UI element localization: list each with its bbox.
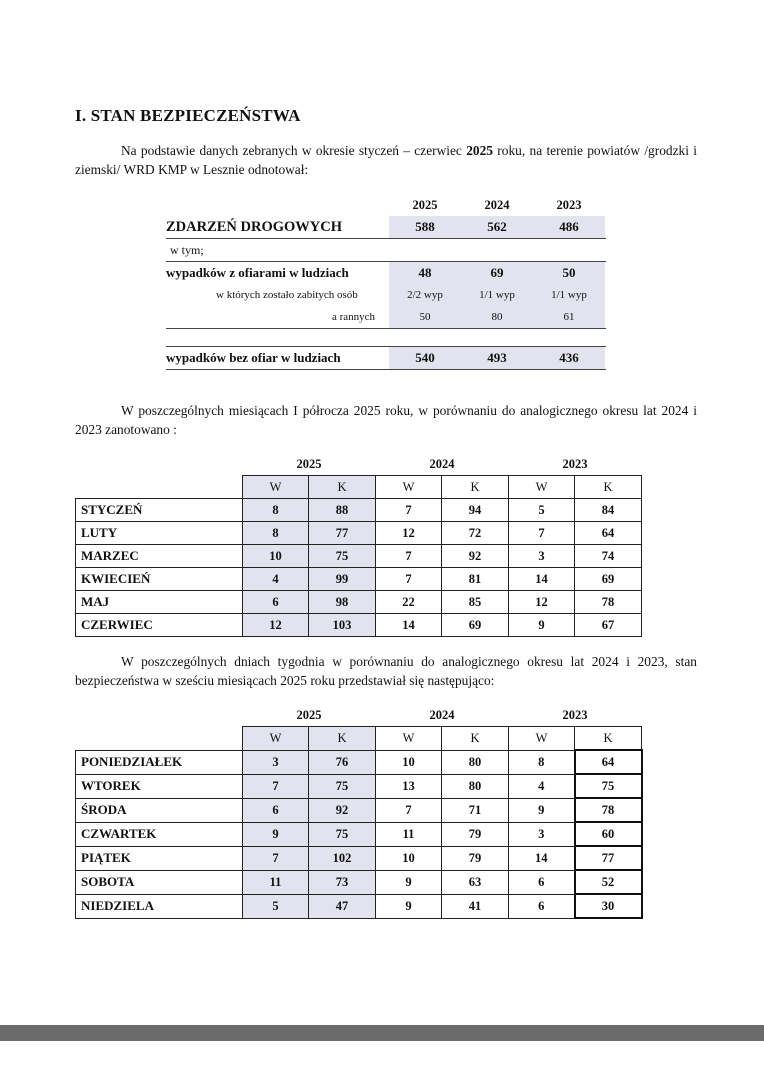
table-row [76, 499, 642, 522]
zabitych-label: w których zostało zabitych osób [216, 289, 358, 301]
intro-text-post: roku, na terenie powiatów /grodzki i ziemski/ WRD KMP w Lesznie odnotował: [75, 143, 697, 177]
months-sub-w: W [243, 476, 309, 499]
table-cell: 60 [575, 822, 642, 846]
table-row [76, 870, 642, 894]
table-cell: 102 [309, 846, 376, 870]
table-cell: 84 [575, 499, 642, 522]
table-cell: 64 [575, 522, 642, 545]
ofiary-2025: 48 [389, 262, 461, 284]
table-cell: 8 [243, 499, 309, 522]
table-cell: 14 [376, 614, 442, 637]
table-row [76, 568, 642, 591]
days-year-2024: 2024 [429, 707, 455, 722]
summary-year-2025: 2025 [412, 198, 438, 212]
months-year-2023: 2023 [562, 456, 588, 471]
table-cell: 88 [309, 499, 376, 522]
table-cell: 6 [243, 591, 309, 614]
table-cell: 12 [509, 591, 575, 614]
day-label: ŚRODA [76, 798, 243, 822]
summary-divider [166, 328, 606, 329]
table-cell: 52 [575, 870, 642, 894]
table-cell: 4 [243, 568, 309, 591]
table-cell: 14 [509, 846, 575, 870]
section-heading: I. STAN BEZPIECZEŃSTWA [75, 106, 301, 125]
days-subheader-row [76, 727, 642, 751]
table-row [76, 614, 642, 637]
table-cell: 13 [376, 774, 442, 798]
table-cell: 7 [243, 846, 309, 870]
table-cell: 6 [243, 798, 309, 822]
month-label: CZERWIEC [76, 614, 243, 637]
zabitych-2024: 1/1 wyp [461, 284, 533, 306]
day-label: PIĄTEK [76, 846, 243, 870]
table-cell: 78 [575, 591, 642, 614]
month-label: STYCZEŃ [76, 499, 243, 522]
months-year-2025: 2025 [296, 456, 322, 471]
table-cell: 3 [243, 750, 309, 774]
table-cell: 7 [509, 522, 575, 545]
day-label: WTOREK [76, 774, 243, 798]
table-cell: 11 [376, 822, 442, 846]
days-intro-text: W poszczególnych dniach tygodnia w porównaniu do analogicznego okresu lat 2024 i 2023, stan bezpieczeństwa w sześciu miesiącach 2025 roku przedstawiał się następująco: [75, 654, 697, 688]
table-row [76, 798, 642, 822]
days-table [75, 704, 643, 919]
table-cell: 79 [442, 846, 509, 870]
rannych-2023: 61 [533, 306, 605, 328]
days-sub-k: K [442, 727, 509, 751]
month-label: KWIECIEŃ [76, 568, 243, 591]
table-cell: 9 [243, 822, 309, 846]
table-cell: 67 [575, 614, 642, 637]
table-cell: 76 [309, 750, 376, 774]
table-row [76, 774, 642, 798]
table-cell: 7 [376, 499, 442, 522]
day-label: SOBOTA [76, 870, 243, 894]
table-cell: 94 [442, 499, 509, 522]
ofiary-2024: 69 [461, 262, 533, 284]
days-paragraph [75, 652, 697, 690]
table-cell: 7 [376, 545, 442, 568]
day-label: PONIEDZIAŁEK [76, 750, 243, 774]
table-cell: 77 [309, 522, 376, 545]
table-cell: 77 [575, 846, 642, 870]
table-row [76, 894, 642, 918]
table-cell: 80 [442, 750, 509, 774]
months-intro-text: W poszczególnych miesiącach I półrocza 2025 roku, w porównaniu do analogicznego okresu lat 2024 i 2023 zanotowano : [75, 403, 697, 437]
table-cell: 3 [509, 545, 575, 568]
zabitych-2023: 1/1 wyp [533, 284, 605, 306]
table-cell: 75 [309, 545, 376, 568]
months-sub-k: K [575, 476, 642, 499]
table-cell: 12 [376, 522, 442, 545]
table-cell: 41 [442, 894, 509, 918]
table-cell: 9 [509, 798, 575, 822]
scan-bottom-edge [0, 1025, 764, 1041]
zdarzen-2023: 486 [533, 216, 605, 238]
table-cell: 3 [509, 822, 575, 846]
table-cell: 75 [309, 822, 376, 846]
table-cell: 7 [376, 798, 442, 822]
table-cell: 7 [376, 568, 442, 591]
month-label: MARZEC [76, 545, 243, 568]
table-cell: 99 [309, 568, 376, 591]
table-cell: 72 [442, 522, 509, 545]
table-cell: 71 [442, 798, 509, 822]
rannych-2025: 50 [389, 306, 461, 328]
months-subheader-row [76, 476, 642, 499]
days-year-2023: 2023 [562, 707, 588, 722]
table-cell: 69 [575, 568, 642, 591]
summary-divider [166, 369, 606, 370]
bez-ofiar-2023: 436 [533, 347, 605, 369]
months-sub-w: W [376, 476, 442, 499]
month-label: LUTY [76, 522, 243, 545]
ofiary-2023: 50 [533, 262, 605, 284]
table-cell: 10 [243, 545, 309, 568]
table-cell: 10 [376, 750, 442, 774]
table-cell: 8 [509, 750, 575, 774]
table-cell: 81 [442, 568, 509, 591]
day-label: CZWARTEK [76, 822, 243, 846]
table-cell: 85 [442, 591, 509, 614]
table-row [76, 591, 642, 614]
table-row [76, 545, 642, 568]
rannych-2024: 80 [461, 306, 533, 328]
table-cell: 5 [243, 894, 309, 918]
table-cell: 10 [376, 846, 442, 870]
table-cell: 47 [309, 894, 376, 918]
table-cell: 22 [376, 591, 442, 614]
zdarzen-label: ZDARZEŃ DROGOWYCH [166, 219, 343, 235]
zdarzen-2024: 562 [461, 216, 533, 238]
table-cell: 9 [376, 894, 442, 918]
table-cell: 64 [575, 750, 642, 774]
days-sub-k: K [575, 727, 642, 751]
table-cell: 6 [509, 894, 575, 918]
table-cell: 78 [575, 798, 642, 822]
rannych-label: a rannych [332, 311, 376, 323]
table-cell: 73 [309, 870, 376, 894]
table-row [76, 522, 642, 545]
bez-ofiar-label: wypadków bez ofiar w ludziach [166, 350, 341, 365]
zdarzen-2025: 588 [389, 216, 461, 238]
table-cell: 92 [309, 798, 376, 822]
day-label: NIEDZIELA [76, 894, 243, 918]
intro-year: 2025 [466, 143, 493, 158]
table-cell: 75 [309, 774, 376, 798]
days-sub-k: K [309, 727, 376, 751]
table-cell: 80 [442, 774, 509, 798]
table-cell: 92 [442, 545, 509, 568]
table-cell: 103 [309, 614, 376, 637]
table-cell: 6 [509, 870, 575, 894]
table-cell: 7 [243, 774, 309, 798]
table-row [76, 750, 642, 774]
table-cell: 69 [442, 614, 509, 637]
months-sub-w: W [509, 476, 575, 499]
days-sub-w: W [509, 727, 575, 751]
table-cell: 75 [575, 774, 642, 798]
table-cell: 5 [509, 499, 575, 522]
table-cell: 30 [575, 894, 642, 918]
bez-ofiar-2024: 493 [461, 347, 533, 369]
days-year-2025: 2025 [296, 707, 322, 722]
table-cell: 12 [243, 614, 309, 637]
months-year-2024: 2024 [429, 456, 455, 471]
table-row [76, 846, 642, 870]
ofiary-label: wypadków z ofiarami w ludziach [166, 265, 349, 280]
table-cell: 4 [509, 774, 575, 798]
bez-ofiar-2025: 540 [389, 347, 461, 369]
zabitych-2025: 2/2 wyp [389, 284, 461, 306]
days-sub-w: W [243, 727, 309, 751]
table-cell: 9 [376, 870, 442, 894]
table-row [76, 822, 642, 846]
table-cell: 14 [509, 568, 575, 591]
table-cell: 74 [575, 545, 642, 568]
months-paragraph [75, 401, 697, 439]
table-cell: 8 [243, 522, 309, 545]
months-sub-k: K [442, 476, 509, 499]
w-tym-label: w tym; [170, 243, 204, 257]
table-cell: 63 [442, 870, 509, 894]
table-cell: 79 [442, 822, 509, 846]
table-cell: 98 [309, 591, 376, 614]
summary-year-2023: 2023 [556, 198, 582, 212]
days-sub-w: W [376, 727, 442, 751]
summary-year-2024: 2024 [484, 198, 510, 212]
month-label: MAJ [76, 591, 243, 614]
table-cell: 11 [243, 870, 309, 894]
intro-paragraph [75, 141, 697, 179]
table-cell: 9 [509, 614, 575, 637]
months-table [75, 453, 642, 637]
months-sub-k: K [309, 476, 376, 499]
intro-text-pre: Na podstawie danych zebranych w okresie styczeń – czerwiec [121, 143, 467, 158]
